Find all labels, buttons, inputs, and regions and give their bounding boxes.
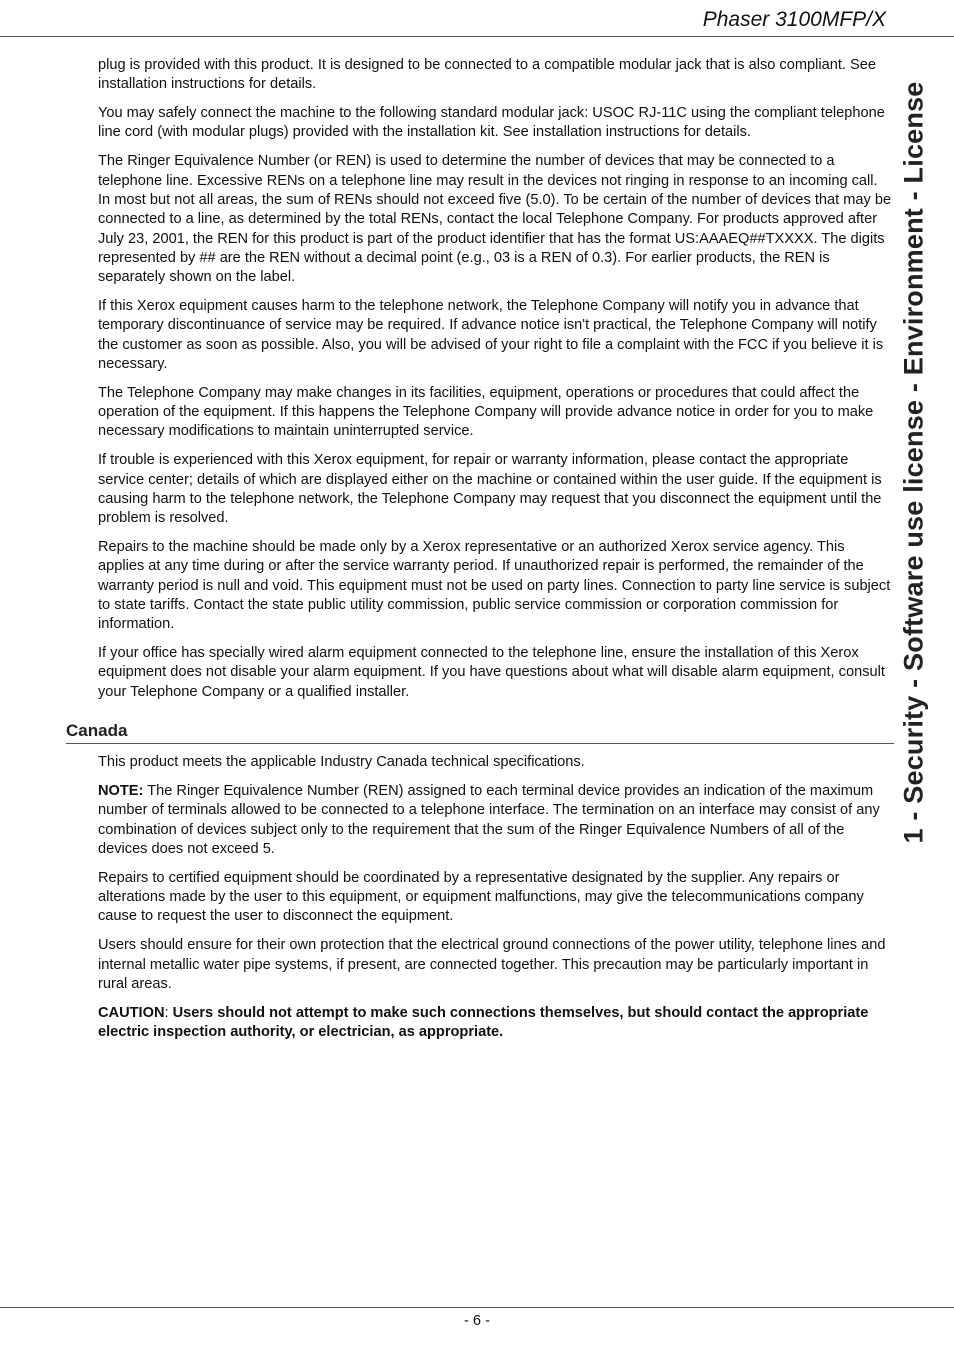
usa-paragraph-4: If this Xerox equipment causes harm to the telephone network, the Telephone Company will notify you in advance that temporary discontinuance of service may be required. If advance notice isn't practical, the Telephone Company will notify the customer as soon as possible. Also, you will be advised of your right to file a complaint with the FCC if you believe it is necessary. <box>98 298 884 372</box>
note-label: NOTE: <box>98 782 144 799</box>
usa-paragraph-8: If your office has specially wired alarm equipment connected to the telephone line, ensure the installation of this Xerox equipment does not disable your alarm equipment. If you have questions about what will disable alarm equipment, consult your Telephone Company or a qualified installer. <box>98 645 885 700</box>
canada-repairs-paragraph: Repairs to certified equipment should be coordinated by a representative designated by the supplier. Any repairs or alterations made by the user to this equipment, or equipment malfunctions, may give the telecommunications company cause to request the user to disconnect the equipment. <box>98 869 864 925</box>
canada-intro-paragraph: This product meets the applicable Industry Canada technical specifications. <box>98 754 585 771</box>
footer-divider <box>0 1307 954 1308</box>
usa-paragraph-5: The Telephone Company may make changes in its facilities, equipment, operations or procedures that could affect the operation of the equipment. If this happens the Telephone Company will provide advance notice in order for you to make necessary modifications to maintain uninterrupted service. <box>98 384 874 440</box>
usa-paragraph-1: plug is provided with this product. It is designed to be connected to a compatible modular jack that is also compliant. See installation instructions for details. <box>98 57 876 93</box>
note-text: The Ringer Equivalence Number (REN) assigned to each terminal device provides an indication of the maximum number of terminals allowed to be connected to a telephone interface. The termination on an interface may consist of any combination of devices subject only to the requirement that the sum of the Ringer Equivalence Numbers of all of the devices does not exceed 5. <box>98 782 880 857</box>
page-header-title: Phaser 3100MFP/X <box>702 8 886 31</box>
canada-grounding-paragraph: Users should ensure for their own protection that the electrical ground connections of the power utility, telephone lines and internal metallic water pipe systems, if present, are connected together. This precaution may be particularly important in rural areas. <box>98 937 886 992</box>
usa-paragraph-3: The Ringer Equivalence Number (or REN) is used to determine the number of devices that may be connected to a telephone line. Excessive RENs on a telephone line may result in the devices not ringing in response to an incoming call. In most but not all areas, the sum of RENs should not exceed five (5.0). To be certain of the number of devices that may be connected to a line, as determined by the total RENs, contact the local Telephone Company. For products approved after July 23, 2001, the REN for this product is part of the product identifier that has the format US:AAAEQ##TXXXX. The digits represented by ## are the REN without a decimal point (e.g., 03 is a REN of 0.3). For earlier products, the REN is separately shown on the label. <box>98 153 892 286</box>
page-number: - 6 - <box>464 1313 490 1329</box>
usa-paragraph-6: If trouble is experienced with this Xerox equipment, for repair or warranty information, please contact the appropriate service center; details of which are displayed either on the machine or contained within the user guide. If the equipment is causing harm to the telephone network, the Telephone Company may request that you disconnect the equipment until the problem is resolved. <box>98 452 882 527</box>
usa-paragraph-2: You may safely connect the machine to the following standard modular jack: USOC RJ-11C using the compliant telephone line cord (with modular plugs) provided with the installation kit. See installation instructions for details. <box>98 105 885 141</box>
chapter-side-tab-label: 1 - Security - Software use license - Environment - License <box>898 80 929 844</box>
caution-text: Users should not attempt to make such connections themselves, but should contact the appropriate electric inspection authority, or electrician, as appropriate. <box>98 1004 869 1040</box>
canada-section-heading: Canada <box>66 720 894 744</box>
chapter-side-tab <box>896 60 932 864</box>
usa-paragraph-7: Repairs to the machine should be made only by a Xerox representative or an authorized Xerox service agency. This applies at any time during or after the service warranty period. If unauthorized repair is performed, the remainder of the warranty period is null and void. This equipment must not be used on party lines. Connection to party line service is subject to state tariffs. Contact the state public utility commission, public service commission or corporation commission for information. <box>98 539 891 633</box>
header-divider <box>0 36 954 37</box>
caution-label: CAUTION <box>98 1004 165 1021</box>
canada-note-paragraph <box>98 782 893 859</box>
document-body <box>66 56 893 1052</box>
canada-caution-paragraph <box>98 1004 893 1043</box>
caution-separator: : <box>164 1004 173 1021</box>
